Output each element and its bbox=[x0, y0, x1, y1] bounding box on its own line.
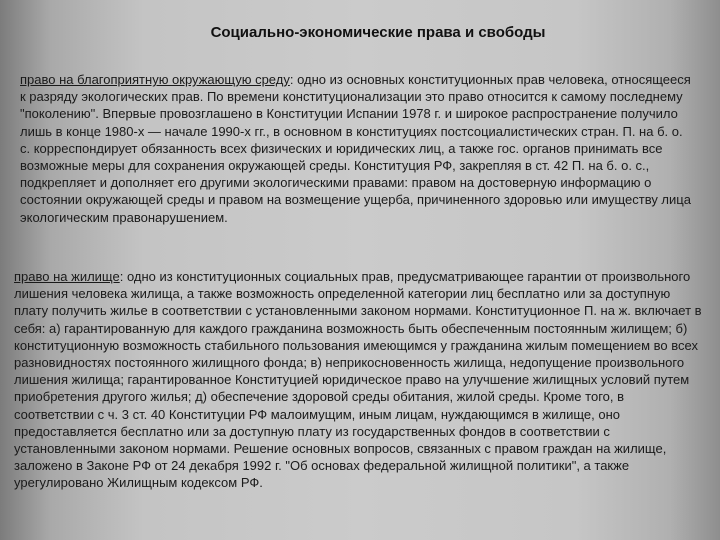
slide-title: Социально-экономические права и свободы bbox=[210, 24, 546, 41]
term-environment-right: право на благоприятную окружающую среду bbox=[20, 72, 290, 87]
term-housing-right: право на жилище bbox=[14, 269, 120, 284]
definition-environment-right: : одно из основных конституционных прав человека, относящееся к разряду экологических прав. По времени конституционализации это право относится к самому последнему "поколению". Впервые провозглашено в Конституции Испании 1978 г. и широкое распространение получило лишь в конце 1980-х — начале 1990-х гг., в основном в конституциях постсоциалистических стран. П. на б. о. с. корреспондирует обязанность всех физических и юридических лиц, а также гос. органов принимать все возможные меры для сохранения окружающей среды. Конституция РФ, закрепляя в ст. 42 П. на б. о. с., подкрепляет и дополняет его другими экологическими правами: правом на достоверную информацию о состоянии окружающей среды и правом на возмещение ущерба, причиненного здоровью или имуществу лица экологическим правонарушением. bbox=[20, 72, 691, 225]
definition-housing-right: : одно из конституционных социальных прав, предусматривающее гарантии от произвольного лишения человека жилища, а также возможность определенной категории лиц бесплатно или за доступную плату получить жилье в соответствии с установленными законом нормами. Конституционное П. на ж. включает в себя: а) гарантированную для каждого гражданина возможность быть обеспеченным постоянным жилищем; б) конституционную возможность стабильного пользования имеющимся у гражданина жилым помещением во всех разновидностях постоянного жилищного фонда; в) неприкосновенность жилища, недопущение произвольного лишения жилища; гарантированное Конституцией юридическое право на улучшение жилищных условий путем приобретения другого жилья; д) обеспечение здоровой среды обитания, жилой среды. Кроме того, в соответствии с ч. 3 ст. 40 Конституции РФ малоимущим, иным лицам, нуждающимся в жилище, оно предоставляется бесплатно или за доступную плату из государственных фондов в соответствии с установленными законом нормами. Решение основных вопросов, связанных с правом граждан на жилище, заложено в Законе РФ от 24 декабря 1992 г. "Об основах федеральной жилищной политики", а также урегулировано Жилищным кодексом РФ. bbox=[14, 269, 702, 491]
paragraph-environment-right bbox=[20, 71, 692, 226]
paragraph-housing-right bbox=[14, 268, 706, 492]
